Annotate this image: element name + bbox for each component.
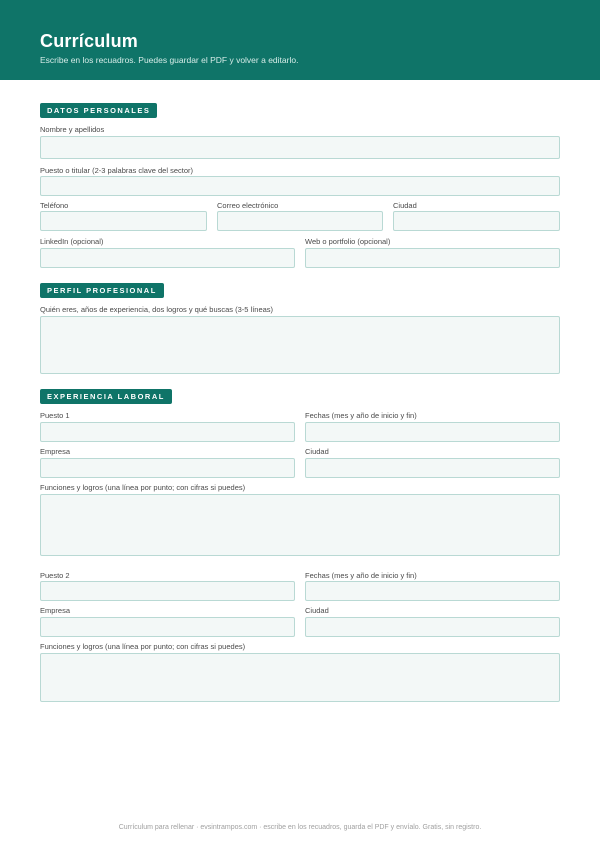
name-label: Nombre y apellidos (40, 125, 105, 134)
page-subtitle: Escribe en los recuadros. Puedes guardar el PDF y volver a editarlo. (40, 55, 299, 65)
email-label: Correo electrónico (217, 201, 279, 210)
job2-dates-label: Fechas (mes y año de inicio y fin) (305, 571, 417, 580)
job1-company-field[interactable] (40, 458, 295, 478)
email-field[interactable] (217, 211, 383, 231)
name-field[interactable] (40, 136, 560, 159)
section-heading-profile: PERFIL PROFESIONAL (40, 283, 164, 298)
job2-duties-field[interactable] (40, 653, 560, 702)
linkedin-field[interactable] (40, 248, 295, 268)
job2-position-label: Puesto 2 (40, 571, 70, 580)
job1-company-label: Empresa (40, 447, 71, 456)
phone-field[interactable] (40, 211, 207, 231)
job1-city-label: Ciudad (305, 447, 329, 456)
summary-label: Quién eres, años de experiencia, dos logros y qué buscas (3-5 líneas) (40, 305, 274, 314)
job2-dates-field[interactable] (305, 581, 560, 601)
job1-dates-field[interactable] (305, 422, 560, 442)
page-title: Currículum (40, 31, 139, 51)
page-footer: Currículum para rellenar · evsintrampos.com · escribe en los recuadros, guarda el PDF y envíalo. Gratis, sin registro. (118, 824, 482, 831)
job2-company-field[interactable] (40, 617, 295, 637)
job1-position-label: Puesto 1 (40, 411, 70, 420)
job2-city-field[interactable] (305, 617, 560, 637)
city-field[interactable] (393, 211, 560, 231)
job2-company-label: Empresa (40, 606, 71, 615)
section-heading-personal: DATOS PERSONALES (40, 103, 157, 118)
summary-field[interactable] (40, 316, 560, 374)
web-label: Web o portfolio (opcional) (305, 237, 391, 246)
position-field[interactable] (40, 176, 560, 196)
job1-duties-field[interactable] (40, 494, 560, 556)
phone-label: Teléfono (40, 201, 69, 210)
job2-duties-label: Funciones y logros (una línea por punto; con cifras si puedes) (40, 642, 246, 651)
position-label: Puesto o titular (2-3 palabras clave del sector) (40, 166, 193, 175)
job2-city-label: Ciudad (305, 606, 329, 615)
section-heading-experience: EXPERIENCIA LABORAL (40, 389, 172, 404)
city-label: Ciudad (393, 201, 417, 210)
job2-position-field[interactable] (40, 581, 295, 601)
job1-dates-label: Fechas (mes y año de inicio y fin) (305, 411, 417, 420)
job1-position-field[interactable] (40, 422, 295, 442)
job1-duties-label: Funciones y logros (una línea por punto; con cifras si puedes) (40, 483, 246, 492)
web-field[interactable] (305, 248, 560, 268)
page-header (0, 0, 600, 80)
linkedin-label: LinkedIn (opcional) (40, 237, 104, 246)
job1-city-field[interactable] (305, 458, 560, 478)
